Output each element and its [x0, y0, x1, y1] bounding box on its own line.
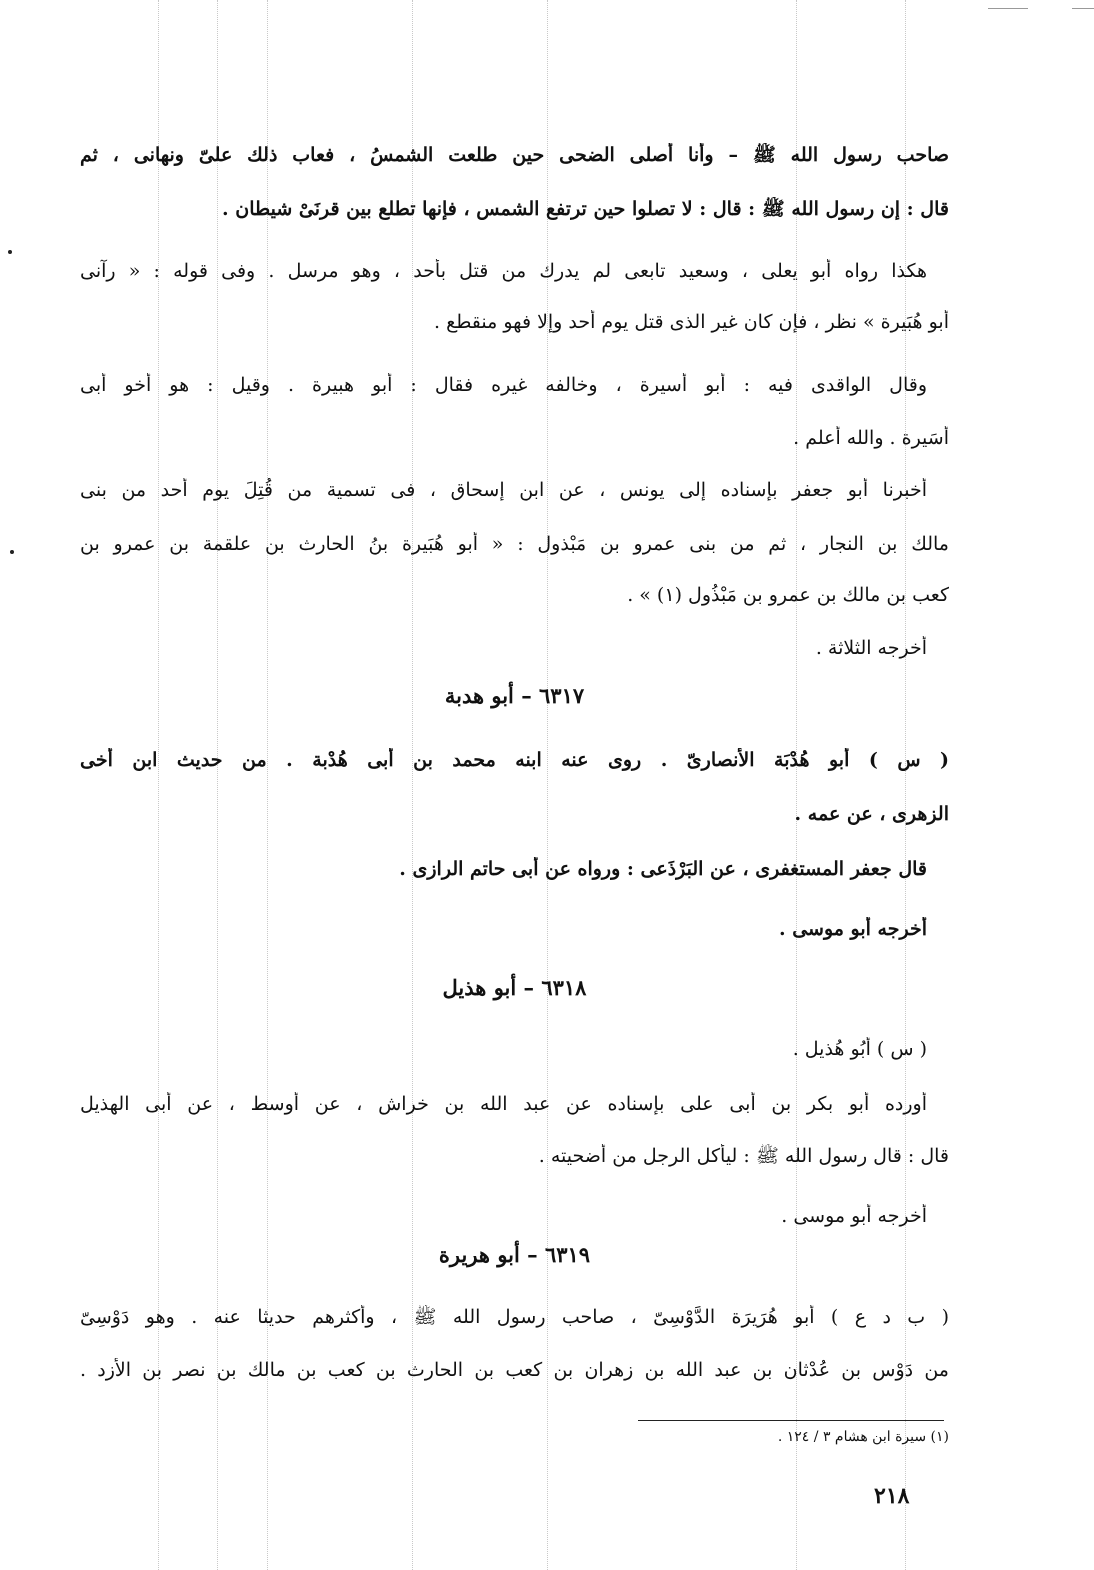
text-line: مالك بن النجار ، ثم من بنى عمرو بن مَبْذول : « أبو هُبَيرة بنُ الحارث بن علقمة بن عمرو بن: [80, 533, 949, 555]
text-line: قال جعفر المستغفرى ، عن البَرْذَعى : ورواه عن أبى حاتم الرازى .: [399, 858, 927, 880]
text-line: أبو هُبَيرة » نظر ، فإن كان غير الذى قتل يوم أُحد وإلا فهو منقطع .: [434, 311, 949, 333]
text-line: الزهرى ، عن عمه .: [794, 803, 949, 825]
text-line: صاحب رسول الله ﷺ – وأنا أصلى الضحى حين طلعت الشمسُ ، فعاب ذلك علىّ ونهانى ، ثم: [80, 144, 949, 166]
page-number: ٢١٨: [874, 1483, 910, 1509]
margin-speck: [10, 550, 14, 554]
entry-heading: ٦٣١٩ – أبو هريرة: [438, 1242, 591, 1267]
text-line: أورده أبو بكر بن أبى على بإسناده عن عبد الله بن خراش ، عن أوسط ، عن أبى الهذيل: [80, 1093, 927, 1115]
footnote-separator: [638, 1420, 944, 1421]
text-line: كعب بن مالك بن عمرو بن مَبْذُول (١) » .: [627, 584, 949, 606]
text-line: من دَوْس بن عُدْثان بن عبد الله بن زهران بن كعب بن الحارث بن كعب بن مالك بن نصر بن الأزد .: [80, 1359, 949, 1381]
scan-corner-mark: [988, 8, 1028, 9]
text-line: قال : إن رسول الله ﷺ : قال : لا تصلوا حين ترتفع الشمس ، فإنها تطلع بين قرنَىْ شيطان .: [222, 198, 949, 220]
text-line: ( س ) أبو هُدْبَة الأنصارىّ . روى عنه ابنه محمد بن أبى هُدْبة . من حديث ابن أخى: [80, 749, 949, 771]
footnote: (١) سيرة ابن هشام ٣ / ١٢٤ .: [777, 1429, 949, 1445]
text-line: أُسَيرة . والله أعلم .: [793, 427, 949, 449]
text-line: وقال الواقدى فيه : أبو أُسيرة ، وخالفه غيره فقال : أبو هبيرة . وقيل : هو أخو أبى: [80, 374, 927, 396]
entry-heading: ٦٣١٨ – أبو هذيل: [442, 975, 587, 1000]
text-line: ( ب د ع ) أبو هُرَيرَة الدَّوْسِىّ ، صاحب رسول الله ﷺ ، وأكثرهم حديثا عنه . وهو دَوْسِىّ: [80, 1306, 949, 1328]
margin-speck: [8, 250, 12, 254]
text-line: أخبرنا أبو جعفر بإسناده إلى يونس ، عن ابن إسحاق ، فى تسمية من قُتِلَ يوم أُحد من بنى: [80, 479, 927, 501]
scan-corner-mark: [1072, 8, 1094, 9]
book-page: [80, 0, 949, 1570]
text-line: أخرجه الثلاثة .: [815, 637, 927, 659]
entry-heading: ٦٣١٧ – أبو هدبة: [444, 683, 585, 708]
text-line: هكذا رواه أبو يعلى ، وسعيد تابعى لم يدرك من قتل بأُحد ، وهو مرسل . وفى قوله : « رآنى: [80, 260, 927, 282]
text-line: ( س ) أبُو هُذيل .: [792, 1038, 927, 1060]
text-line: قال : قال رسول الله ﷺ : ليأكل الرجل من أُضحيته .: [538, 1145, 949, 1167]
text-line: أخرجه أبو موسى .: [778, 918, 927, 940]
text-line: أخرجه أبو موسى .: [781, 1205, 927, 1227]
